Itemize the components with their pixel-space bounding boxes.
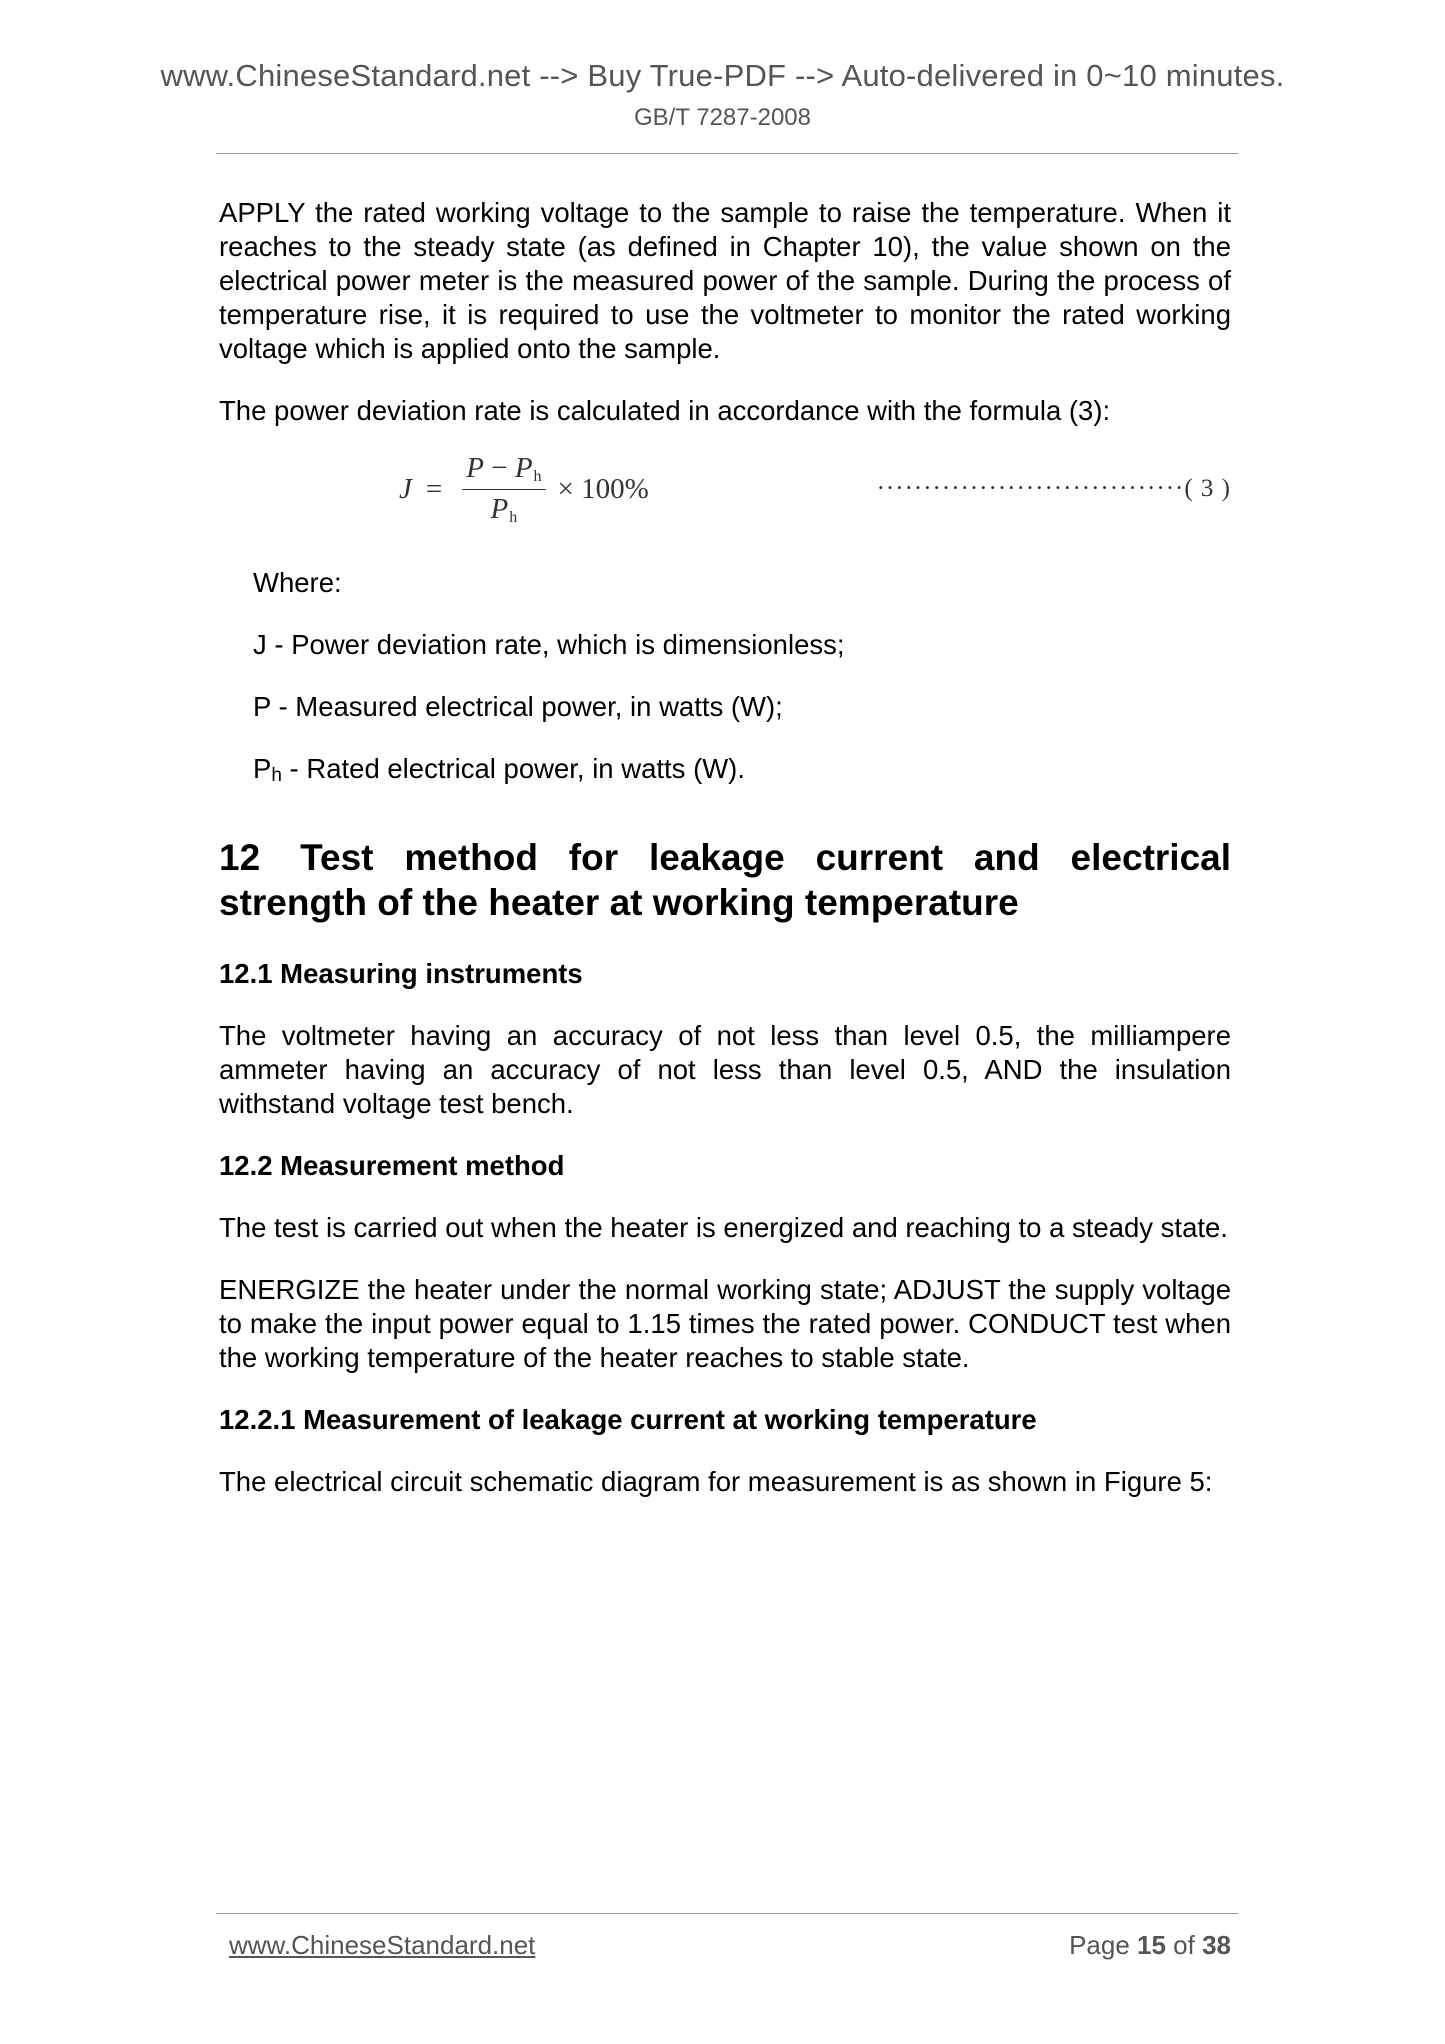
header-divider xyxy=(216,153,1238,154)
section-12-heading xyxy=(219,835,1231,925)
page-total: 38 xyxy=(1202,1930,1231,1960)
section-12-number: 12 xyxy=(219,837,261,878)
formula-numerator xyxy=(462,452,545,490)
formula-number xyxy=(877,450,1231,528)
section-12-2-1-heading: 12.2.1 Measurement of leakage current at working temperature xyxy=(219,1404,1037,1435)
paragraph-formula-intro: The power deviation rate is calculated in accordance with the formula (3): xyxy=(219,395,1111,426)
section-12-title: Test method for leakage current and electrical strength of the heater at working temperature xyxy=(219,837,1231,923)
formula-number-label: ( 3 ) xyxy=(1184,475,1231,502)
section-12-2-heading: 12.2 Measurement method xyxy=(219,1150,565,1181)
page-content xyxy=(219,196,1231,1499)
formula-minus: − xyxy=(483,451,515,484)
formula-times-100: × 100% xyxy=(557,472,649,505)
where-label: Where: xyxy=(253,567,342,598)
section-12-2-1-text: The electrical circuit schematic diagram for measurement is as shown in Figure 5: xyxy=(219,1466,1213,1497)
formula-denominator xyxy=(491,490,518,527)
where-block xyxy=(219,566,1231,793)
page-current: 15 xyxy=(1137,1930,1166,1960)
formula-num-ph: P xyxy=(514,451,533,484)
formula-lhs: J xyxy=(399,472,412,505)
where-item-p: P - Measured electrical power, in watts (W); xyxy=(253,691,783,722)
formula-den-ph: P xyxy=(490,492,509,525)
page-of: of xyxy=(1165,1930,1203,1960)
standard-code: GB/T 7287-2008 xyxy=(633,104,811,131)
section-12-1-heading: 12.1 Measuring instruments xyxy=(219,958,583,989)
where-item-ph xyxy=(253,752,1231,793)
where-item-j: J - Power deviation rate, which is dimensionless; xyxy=(253,629,845,660)
footer-divider xyxy=(216,1913,1238,1914)
where-ph-text: - Rated electrical power, in watts (W). xyxy=(281,753,745,784)
page-prefix: Page xyxy=(1069,1930,1138,1960)
formula-num-p: P xyxy=(466,451,484,484)
formula-expression xyxy=(399,450,649,528)
formula-num-sub: h xyxy=(533,467,542,485)
formula-3 xyxy=(219,450,1231,528)
formula-equals: = xyxy=(425,472,443,505)
formula-fraction xyxy=(462,452,545,527)
paragraph-apply-voltage: APPLY the rated working voltage to the sample to raise the temperature. When it reaches to the steady state (as defined in Chapter 10), the value shown on the electrical power meter is the measured power of the sample. During the process of temperature rise, it is required to use the voltmeter to monitor the rated working voltage which is applied onto the sample. xyxy=(219,197,1231,364)
header-banner: www.ChineseStandard.net --> Buy True-PDF --> Auto-delivered in 0~10 minutes. xyxy=(160,58,1285,93)
section-12-2-text-1: The test is carried out when the heater is energized and reaching to a steady state. xyxy=(219,1212,1228,1243)
section-12-2-text-2: ENERGIZE the heater under the normal working state; ADJUST the supply voltage to make the input power equal to 1.15 times the rated power. CONDUCT test when the working temperature of the heater reaches to stable state. xyxy=(219,1274,1231,1373)
section-12-1-text: The voltmeter having an accuracy of not less than level 0.5, the milliampere ammeter having an accuracy of not less than level 0.5, AND the insulation withstand voltage test bench. xyxy=(219,1020,1231,1119)
page-number xyxy=(1069,1930,1231,1961)
formula-den-sub: h xyxy=(509,508,518,526)
where-ph-symbol: P xyxy=(253,753,272,784)
footer-website-link[interactable]: www.ChineseStandard.net xyxy=(229,1930,536,1960)
where-ph-sub: h xyxy=(271,765,282,786)
formula-dots: ································· xyxy=(876,475,1185,502)
